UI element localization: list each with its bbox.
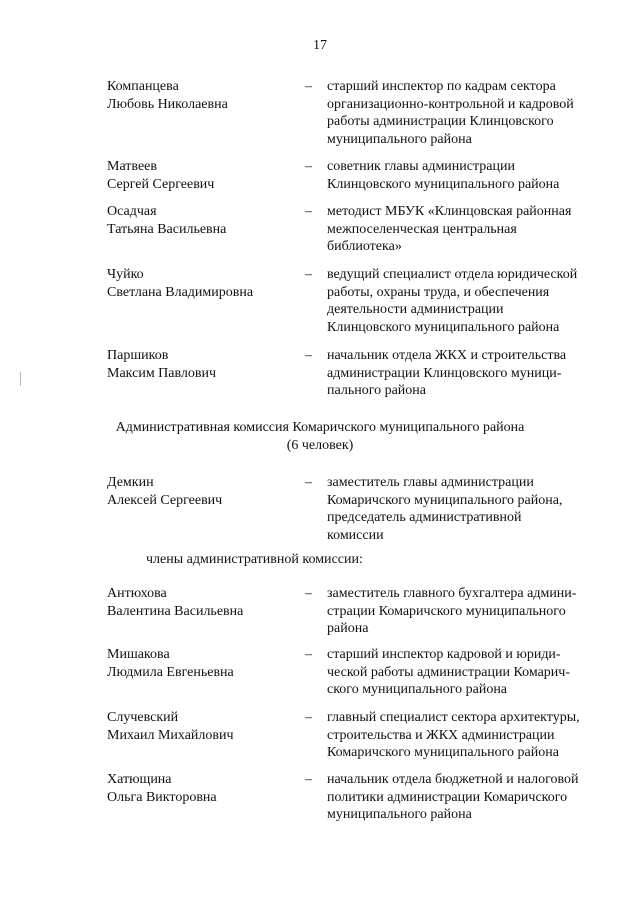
role-line: пального района — [327, 383, 426, 398]
given-names: Сергей Сергеевич — [107, 176, 215, 192]
person-role — [327, 646, 617, 699]
dash: – — [305, 79, 312, 94]
person-name — [107, 585, 297, 620]
person-role — [327, 709, 617, 762]
person-role — [327, 158, 617, 193]
dash: – — [305, 348, 312, 363]
given-names: Ольга Викторовна — [107, 789, 217, 805]
person-name — [107, 474, 297, 509]
dash: – — [305, 647, 312, 662]
person-name — [107, 266, 297, 301]
commission-subtitle: (6 человек) — [286, 437, 354, 453]
person-role — [327, 771, 617, 824]
person-role — [327, 347, 617, 400]
role-line: старший инспектор по кадрам сектора — [327, 79, 556, 94]
role-line: строительства и ЖКХ администрации — [327, 727, 555, 743]
person-name — [107, 203, 297, 238]
given-names: Валентина Васильевна — [107, 603, 244, 619]
role-line: организационно-контрольной и кадровой — [327, 96, 574, 112]
role-line: главный специалист сектора архитектуры, — [327, 710, 580, 725]
role-line: Клинцовского муниципального района — [327, 176, 560, 192]
role-line: района — [327, 621, 369, 636]
role-line: Комаричского муниципального района — [327, 745, 559, 760]
person-name — [107, 771, 297, 806]
role-line: Комаричского муниципального района, — [327, 492, 563, 508]
role-line: советник главы администрации — [327, 159, 515, 174]
commission-title: Административная комиссия Комаричского муниципального района — [115, 420, 525, 435]
person-role — [327, 78, 617, 148]
role-line: межпоселенческая центральная — [327, 221, 517, 237]
person-name — [107, 158, 297, 193]
role-line: заместитель главы администрации — [327, 475, 534, 490]
role-line: страции Комаричского муниципального — [327, 603, 566, 619]
dash: – — [305, 159, 312, 174]
dash: – — [305, 772, 312, 787]
role-line: ческой работы администрации Комарич- — [327, 664, 570, 680]
role-line: начальник отдела бюджетной и налоговой — [327, 772, 579, 787]
role-line: муниципального района — [327, 807, 472, 822]
surname: Мишакова — [107, 647, 170, 662]
surname: Матвеев — [107, 159, 157, 174]
role-line: работы администрации Клинцовского — [327, 114, 554, 129]
given-names: Любовь Николаевна — [107, 96, 228, 112]
dash: – — [305, 586, 312, 601]
person-role — [327, 266, 617, 336]
person-name — [107, 646, 297, 681]
dash: – — [305, 204, 312, 219]
role-line: муниципального района — [327, 131, 472, 147]
surname: Паршиков — [107, 348, 169, 363]
role-line: ведущий специалист отдела юридической — [327, 267, 578, 282]
given-names: Максим Павлович — [107, 365, 217, 381]
role-line: администрации Клинцовского муници- — [327, 365, 562, 381]
given-names: Светлана Владимировна — [107, 284, 254, 300]
person-role — [327, 585, 617, 638]
members-heading: члены административной комиссии: — [146, 552, 363, 567]
surname: Демкин — [107, 475, 154, 490]
given-names: Михаил Михайлович — [107, 727, 234, 743]
role-line: деятельности администрации — [327, 302, 504, 317]
surname: Осадчая — [107, 204, 157, 219]
margin-mark — [20, 372, 21, 386]
role-line: старший инспектор кадровой и юриди- — [327, 647, 561, 662]
role-line: комиссии — [327, 527, 384, 543]
person-name — [107, 709, 297, 744]
role-line: начальник отдела ЖКХ и строительства — [327, 348, 567, 363]
role-line: заместитель главного бухгалтера админи- — [327, 586, 577, 601]
role-line: Клинцовского муниципального района — [327, 319, 560, 335]
person-role — [327, 474, 617, 544]
role-line: председатель административной — [327, 510, 522, 525]
person-role — [327, 203, 617, 256]
person-name — [107, 347, 297, 382]
role-line: работы, охраны труда, и обеспечения — [327, 284, 550, 300]
surname: Компанцева — [107, 79, 179, 94]
dash: – — [305, 475, 312, 490]
role-line: библиотека» — [327, 239, 402, 254]
page-number: 17 — [313, 38, 327, 53]
role-line: методист МБУК «Клинцовская районная — [327, 204, 572, 219]
person-name — [107, 78, 297, 113]
surname: Хатющина — [107, 772, 172, 787]
given-names: Людмила Евгеньевна — [107, 664, 234, 680]
dash: – — [305, 267, 312, 282]
given-names: Алексей Сергеевич — [107, 492, 223, 508]
role-line: политики администрации Комаричского — [327, 789, 568, 805]
commission-heading — [0, 419, 640, 454]
role-line: ского муниципального района — [327, 682, 508, 697]
surname: Случевский — [107, 710, 179, 725]
surname: Антюхова — [107, 586, 167, 601]
dash: – — [305, 710, 312, 725]
given-names: Татьяна Васильевна — [107, 221, 227, 237]
surname: Чуйко — [107, 267, 144, 282]
